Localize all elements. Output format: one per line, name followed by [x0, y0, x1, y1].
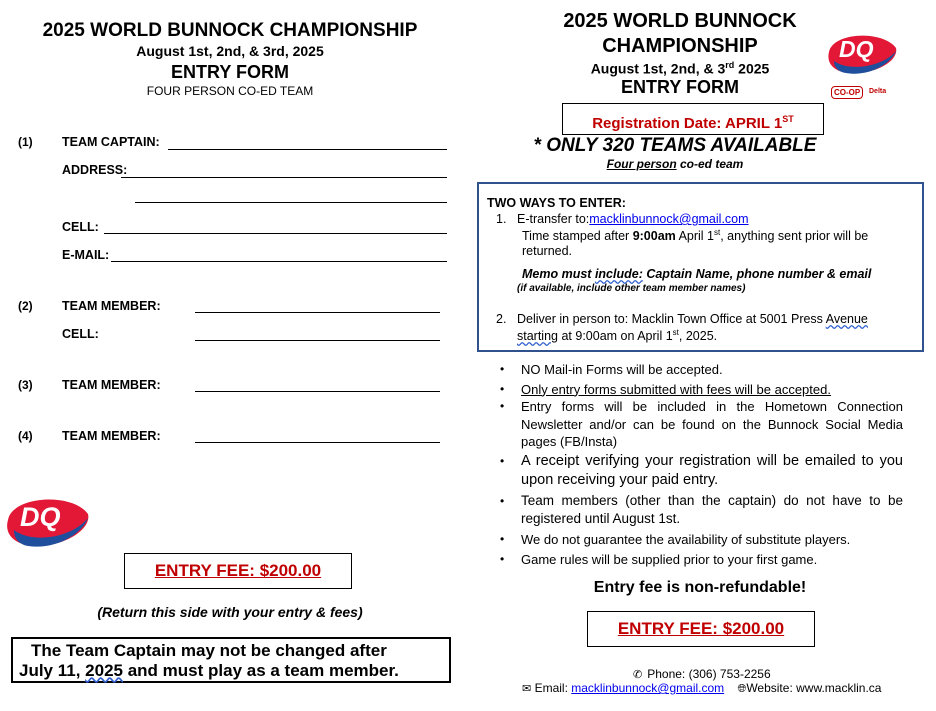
dq-logo-right-text: DQ [839, 36, 874, 62]
two-ways-box [477, 182, 924, 352]
left-entry-fee-box: ENTRY FEE: $200.00 [124, 553, 352, 589]
captain-note-box [11, 637, 451, 683]
dq-logo-right [825, 28, 899, 78]
rules-list [500, 361, 903, 569]
globe-icon: 🌐︎ [737, 683, 747, 695]
rule-item: • A receipt verifying your registration will be emailed to you [500, 452, 903, 469]
teams-available: * ONLY 320 TEAMS AVAILABLE [533, 135, 817, 156]
contact-email-link[interactable]: macklinbunnock@gmail.com [571, 681, 725, 695]
team-member-2-line[interactable] [195, 312, 440, 313]
captain-note-line-1: The Team Captain may not be changed after [31, 641, 387, 660]
rule-item: • Only entry forms submitted with fees will be accepted. [500, 381, 831, 397]
right-entry-fee-box: ENTRY FEE: $200.00 [587, 611, 815, 647]
address-line-1[interactable] [121, 177, 447, 178]
two-ways-heading: TWO WAYS TO ENTER: [487, 196, 626, 210]
way-2-line-2: starting at 9:00am on April 1st, 2025. [517, 328, 718, 344]
coop-delta-label: Delta [869, 88, 887, 95]
way-2-line-1: Deliver in person to: Macklin Town Office at 5001 Press Avenue [517, 312, 868, 326]
right-entry-form-heading: ENTRY FORM [620, 77, 739, 97]
captain-note-line-2: July 11, 2025 and must play as a team member. [19, 661, 399, 680]
rule-item-continued: pages (FB/Insta) [521, 434, 618, 449]
team-member-4-label: TEAM MEMBER: [62, 429, 161, 443]
non-refundable-note: Entry fee is non-refundable! [593, 579, 807, 596]
rule-item: • We do not guarantee the availability of substitute players. [500, 531, 851, 547]
rule-item-continued: upon receiving your paid entry. [521, 471, 719, 488]
team-member-3-label: TEAM MEMBER: [62, 378, 161, 392]
team-member-3-line[interactable] [195, 391, 440, 392]
cell-2-label: CELL: [62, 327, 99, 341]
cell-line[interactable] [104, 233, 447, 234]
memo-note: (if available, include other team member names) [517, 283, 746, 294]
rule-item: • Game rules will be supplied prior to your first game. [500, 552, 818, 567]
dq-logo [2, 490, 92, 552]
entry-number-4: (4) [18, 429, 33, 443]
return-note: (Return this side with your entry & fees) [97, 604, 363, 620]
entry-number-1: (1) [18, 135, 33, 149]
entry-number-3: (3) [18, 378, 33, 392]
address-label: ADDRESS: [62, 163, 128, 177]
address-line-2[interactable] [135, 202, 447, 203]
rule-item-continued: registered until August 1st. [521, 510, 681, 526]
phone-icon: ✆ [633, 669, 643, 681]
way-1-line-3: returned. [522, 244, 573, 258]
team-captain-label: TEAM CAPTAIN: [62, 135, 160, 149]
way-1-line-1: E-transfer to:macklinbunnock@gmail.com [517, 212, 749, 226]
right-title: 2025 WORLD BUNNOCK CHAMPIONSHIP [563, 10, 797, 57]
left-subtitle: FOUR PERSON CO-ED TEAM [146, 84, 314, 98]
team-captain-line[interactable] [168, 149, 447, 150]
memo-line: Memo must include: Captain Name, phone number & email [522, 267, 872, 281]
left-entry-form-heading: ENTRY FORM [170, 62, 289, 82]
way-1-number: 1. [496, 212, 507, 226]
rule-item-continued: Newsletter and/or can be found on the Bunnock Social Media [521, 416, 903, 432]
cell-2-line[interactable] [195, 340, 440, 341]
rule-item: • NO Mail-in Forms will be accepted. [500, 362, 723, 377]
team-member-2-label: TEAM MEMBER: [62, 299, 161, 313]
cell-label: CELL: [62, 220, 99, 234]
etransfer-email-link[interactable]: macklinbunnock@gmail.com [589, 212, 749, 226]
way-2-number: 2. [496, 312, 507, 326]
email-line[interactable] [111, 261, 447, 262]
contact-line: ✉ Email: macklinbunnock@gmail.com 🌐︎Website: www.macklin.ca [522, 681, 882, 695]
phone-line: ✆ Phone: (306) 753-2256 [633, 667, 771, 681]
rule-item: • Entry forms will be included in the Hometown Connection [500, 399, 903, 414]
email-label: E-MAIL: [62, 248, 110, 262]
left-title: 2025 WORLD BUNNOCK CHAMPIONSHIP [42, 20, 418, 41]
teams-subtitle: Four person co-ed team [606, 157, 744, 171]
left-dates: August 1st, 2nd, & 3rd, 2025 [136, 43, 324, 59]
coop-logo: CO-OP [831, 86, 863, 99]
dq-logo-text: DQ [20, 502, 61, 532]
rule-item: • Team members (other than the captain) do not have to be [500, 492, 903, 508]
entry-number-2: (2) [18, 299, 33, 313]
right-dates: August 1st, 2nd, & 3rd 2025 [590, 60, 770, 77]
way-1-line-2: Time stamped after 9:00am April 1st, anything sent prior will be [522, 228, 869, 244]
team-member-4-line[interactable] [195, 442, 440, 443]
envelope-icon: ✉ [522, 683, 532, 695]
registration-date-box: Registration Date: APRIL 1ST [562, 103, 824, 135]
